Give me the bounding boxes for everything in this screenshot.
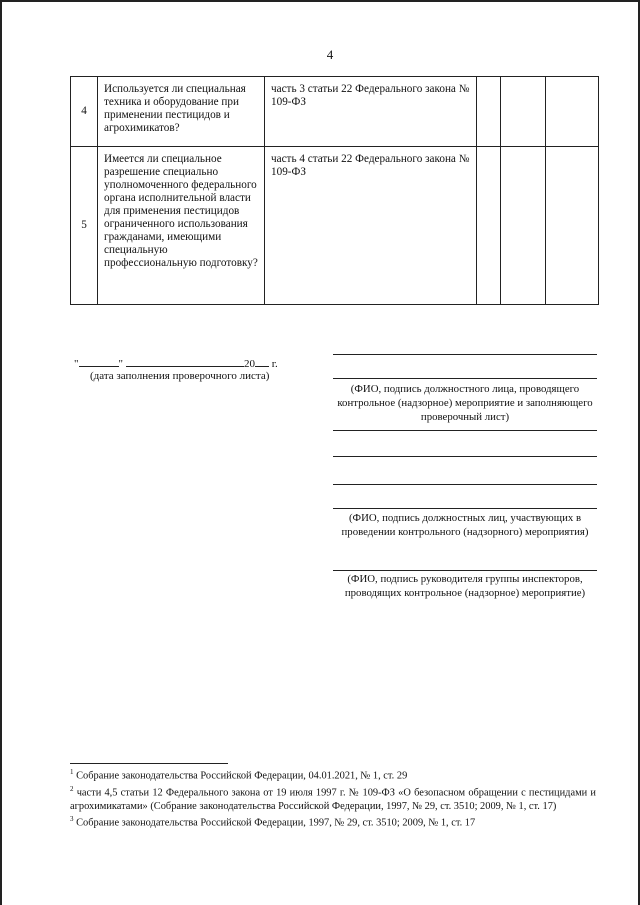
- answer-na-cell[interactable]: [546, 77, 599, 147]
- answer-yes-cell[interactable]: [477, 77, 501, 147]
- row-number: 5: [71, 147, 98, 305]
- page-frame-top: [0, 0, 640, 2]
- date-fill-line: [74, 356, 278, 370]
- table-row: [71, 147, 599, 305]
- year-blank[interactable]: [255, 356, 269, 367]
- footnote-item: $^3$ Собрание законодательства Российской Федерации, 1997, № 29, ст. 3510; 2009, № 1, ст. 17: [70, 815, 476, 829]
- answer-no-cell[interactable]: [501, 147, 546, 305]
- year-suffix: г.: [271, 358, 278, 370]
- footnotes: [70, 766, 596, 830]
- date-quote-open: ": [74, 358, 79, 370]
- row-reference: часть 3 статьи 22 Федерального закона № 109-ФЗ: [265, 77, 477, 147]
- footnote-item: $^1$ Собрание законодательства Российской Федерации, 04.01.2021, № 1, ст. 29: [70, 768, 408, 782]
- footnote-divider: [70, 763, 228, 764]
- signature-line[interactable]: [333, 456, 597, 457]
- answer-yes-cell[interactable]: [477, 147, 501, 305]
- month-blank[interactable]: [126, 356, 244, 367]
- official-signature-caption: (ФИО, подпись должностного лица, проводящего контрольное (надзорное) мероприятие и заполняющего проверочный лист): [337, 383, 593, 423]
- row-question: Имеется ли специальное разрешение специально уполномоченного федерального органа исполнительной власти для применения пестицидов ограниченного использования гражданами, имеющими специальную профессиональную подготовку?: [98, 147, 265, 305]
- signature-line[interactable]: [333, 508, 597, 509]
- table-row: [71, 77, 599, 147]
- signature-line[interactable]: [333, 430, 597, 431]
- signature-line[interactable]: [333, 570, 597, 571]
- row-question: Используется ли специальная техника и оборудование при применении пестицидов и агрохимикатов?: [98, 77, 265, 147]
- date-quote-close: ": [118, 358, 123, 370]
- year-prefix: 20: [244, 358, 255, 370]
- signature-line[interactable]: [333, 484, 597, 485]
- signature-line[interactable]: [333, 354, 597, 355]
- checklist-table: [70, 76, 599, 305]
- footnote-item: $^2$ части 4,5 статьи 12 Федерального закона от 19 июля 1997 г. № 109-ФЗ «О безопасном обращении с пестицидами и агрохимикатами» (Собрание законодательства Российской Федерации, 1997, № 29, ст. 3510; 2009, № 1, ст. 17): [70, 784, 596, 812]
- page-number: 4: [326, 47, 334, 62]
- day-blank[interactable]: [79, 356, 119, 367]
- participants-signature-caption: (ФИО, подпись должностных лиц, участвующих в проведении контрольного (надзорного) мероприятия): [341, 512, 589, 538]
- date-caption: (дата заполнения проверочного листа): [90, 370, 270, 382]
- answer-no-cell[interactable]: [501, 77, 546, 147]
- page-frame-left: [0, 0, 2, 905]
- row-number: 4: [71, 77, 98, 147]
- head-signature-caption: (ФИО, подпись руководителя группы инспекторов, проводящих контрольное (надзорное) мероприятие): [344, 573, 586, 599]
- row-reference: часть 4 статьи 22 Федерального закона № 109-ФЗ: [265, 147, 477, 305]
- answer-na-cell[interactable]: [546, 147, 599, 305]
- signature-line[interactable]: [333, 378, 597, 379]
